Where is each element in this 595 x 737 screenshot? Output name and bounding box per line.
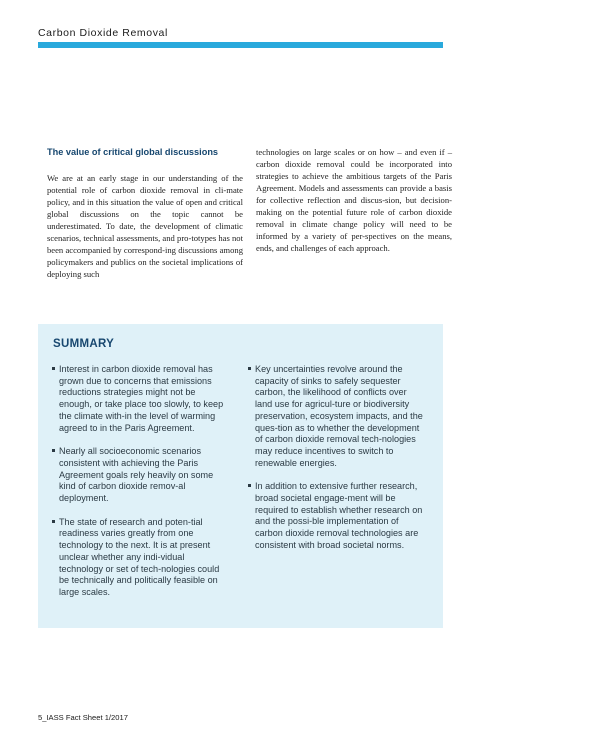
summary-bullet-text: In addition to extensive further research, broad societal engage-ment will be required to establish whether research on and the possi-ble implementation of carbon dioxide removal technologies are consistent with broad societal norms. (255, 481, 423, 550)
article-column-right (256, 146, 452, 254)
bullet-square-icon (248, 484, 251, 487)
summary-bullet (52, 517, 230, 599)
summary-bullet (52, 364, 230, 434)
summary-bullet-text: Key uncertainties revolve around the capacity of sinks to safely sequester carbon, the likelihood of conflicts over land use for agricul-ture or biodiversity preservation, ecosystem impacts, and the ques-tion as to whether the development of carbon dioxide removal tech-nologies may reduce incentives to switch to renewable energies. (255, 364, 423, 468)
article-column-left (47, 146, 243, 280)
summary-column-left (52, 364, 230, 611)
page-header-title: Carbon Dioxide Removal (38, 27, 168, 39)
summary-bullet-text: The state of research and poten-tial readiness varies greatly from one technology to the next. It is at present unclear whether any indi-vidual technology or set of tech-nologies could be technically and politically feasible on large scales. (59, 516, 220, 597)
summary-bullet-text: Interest in carbon dioxide removal has grown due to concerns that emissions reductions strategies might not be enough, or take place too slowly, to keep the climate with-in the level of warming agreed to in the Paris Agreement. (59, 364, 224, 433)
body-paragraph-right: technologies on large scales or on how – and even if – carbon dioxide removal could be incorporated into strategies to achieve the ambitious targets of the Paris Agreement. Models and assessments can provide a basis for collective reflection and discus-sion, but decision-making on the potential future role of carbon dioxide removal in climate change policy will need to be informed by a variety of per-spectives on the means, ends, and challenges of each approach. (256, 147, 452, 253)
header-accent-bar (38, 42, 443, 48)
summary-bullet (248, 481, 426, 551)
summary-bullet (52, 446, 230, 505)
summary-title: SUMMARY (53, 338, 115, 350)
page-footer: 5_IASS Fact Sheet 1/2017 (38, 713, 128, 722)
bullet-square-icon (248, 367, 251, 370)
summary-bullet (248, 364, 426, 469)
bullet-square-icon (52, 520, 55, 523)
body-paragraph-left: We are at an early stage in our understanding of the potential role of carbon dioxide removal in cli-mate policy, and in this situation the value of open and critical global discussions on the topic cannot be underestimated. To date, the development of climatic scenarios, technical assessments, and pro-totypes has not been accompanied by correspond-ing discussions among policymakers and publics on the societal implications of deploying such (47, 173, 243, 279)
summary-column-right (248, 364, 426, 564)
section-heading: The value of critical global discussions (47, 147, 219, 157)
summary-box (38, 324, 443, 628)
summary-bullet-text: Nearly all socioeconomic scenarios consistent with achieving the Paris Agreement goals rely heavily on some kind of carbon dioxide remov-al deployment. (59, 446, 214, 504)
bullet-square-icon (52, 367, 55, 370)
bullet-square-icon (52, 449, 55, 452)
